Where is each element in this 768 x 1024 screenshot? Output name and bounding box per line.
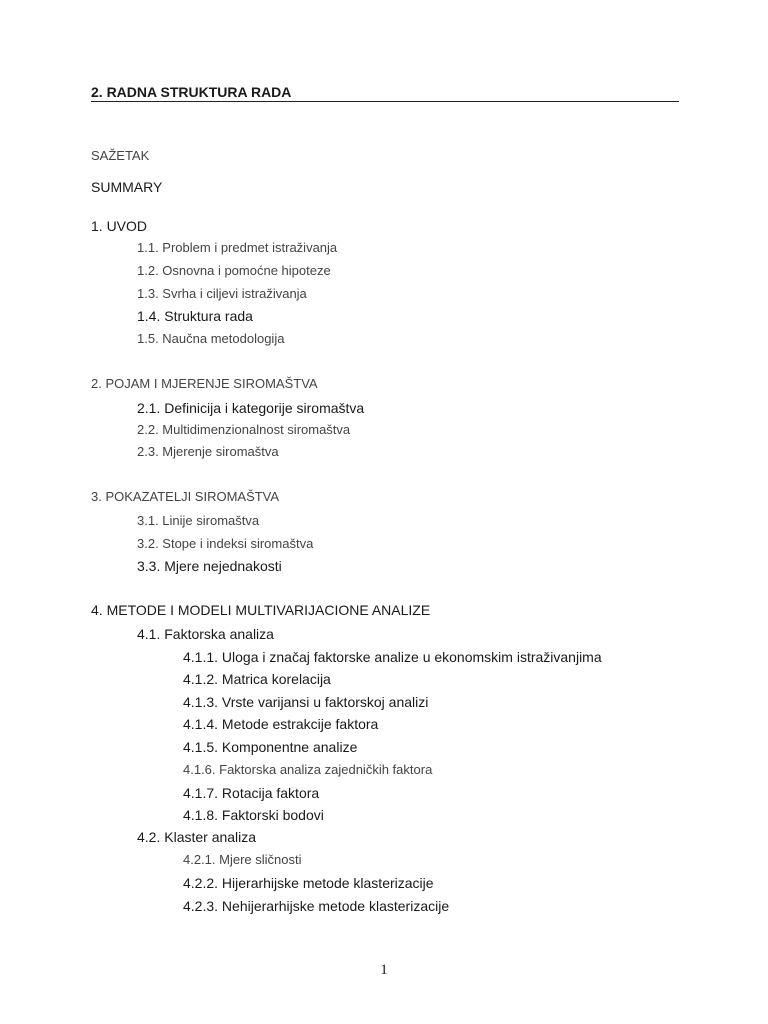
toc-item: 4.1.6. Faktorska analiza zajedničkih faktora <box>183 762 433 777</box>
toc-item: 3.3. Mjere nejednakosti <box>137 558 282 574</box>
toc-item: 4.1.5. Komponentne analize <box>183 739 358 755</box>
toc-item: 2.2. Multidimenzionalnost siromaštva <box>137 422 351 437</box>
toc-item: 2. POJAM I MJERENJE SIROMAŠTVA <box>91 376 318 391</box>
toc-item: 4.1. Faktorska analiza <box>137 626 274 642</box>
toc-item: SUMMARY <box>91 179 163 195</box>
toc-item: 4.1.7. Rotacija faktora <box>183 785 320 801</box>
toc-item: 1.1. Problem i predmet istraživanja <box>137 240 338 255</box>
toc-item: 1.2. Osnovna i pomoćne hipoteze <box>137 263 331 278</box>
toc-item: 1.5. Naučna metodologija <box>137 331 285 346</box>
toc-item: 3.1. Linije siromaštva <box>137 513 260 528</box>
toc-item: 4.1.3. Vrste varijansi u faktorskoj analizi <box>183 694 429 710</box>
toc-item: 2.3. Mjerenje siromaštva <box>137 444 279 459</box>
toc-item: 1. UVOD <box>91 218 148 234</box>
toc-item: SAŽETAK <box>91 148 150 163</box>
section-heading: 2. RADNA STRUKTURA RADA <box>91 84 679 102</box>
toc-item: 3.2. Stope i indeksi siromaštva <box>137 536 314 551</box>
toc-item: 1.4. Struktura rada <box>137 308 253 324</box>
toc-item: 4.1.8. Faktorski bodovi <box>183 807 324 823</box>
toc-item: 2.1. Definicija i kategorije siromaštva <box>137 400 365 416</box>
toc-item: 4. METODE I MODELI MULTIVARIJACIONE ANALIZE <box>91 602 431 618</box>
toc-item: 4.2.2. Hijerarhijske metode klasterizacije <box>183 875 434 891</box>
toc-item: 4.2.3. Nehijerarhijske metode klasterizacije <box>183 898 450 914</box>
toc-item: 1.3. Svrha i ciljevi istraživanja <box>137 286 307 301</box>
toc-item: 4.1.4. Metode estrakcije faktora <box>183 716 379 732</box>
toc-item: 4.1.1. Uloga i značaj faktorske analize u ekonomskim istraživanjima <box>183 649 602 665</box>
toc-item: 4.2. Klaster analiza <box>137 829 257 845</box>
toc-item: 4.1.2. Matrica korelacija <box>183 671 331 687</box>
page-number: 1 <box>380 962 388 978</box>
toc-item: 4.2.1. Mjere sličnosti <box>183 852 302 867</box>
toc-item: 3. POKAZATELJI SIROMAŠTVA <box>91 489 280 504</box>
